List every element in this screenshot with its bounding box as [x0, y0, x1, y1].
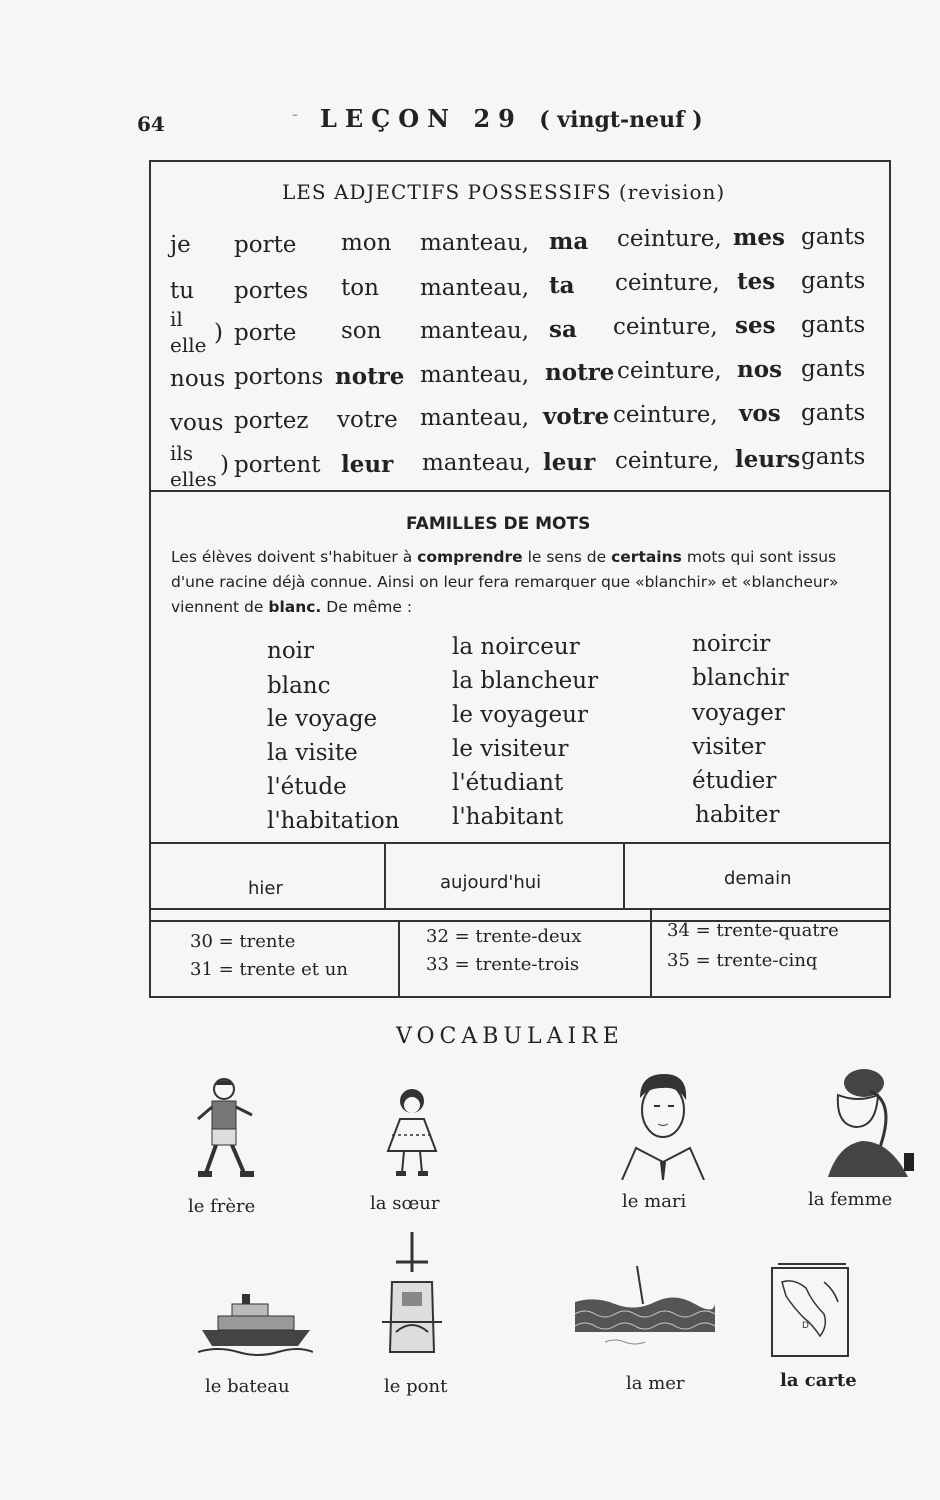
possessive: votre	[543, 403, 610, 430]
noun: manteau,	[420, 230, 530, 256]
possessive: leurs	[735, 446, 801, 473]
vocab-caption: le mari	[622, 1191, 687, 1212]
divider-line	[384, 842, 386, 908]
possessive: mon	[341, 230, 392, 256]
possessive: son	[341, 318, 382, 344]
svg-text:D: D	[802, 1321, 809, 1331]
word-noun: l'étude	[267, 774, 347, 800]
page-number: 64	[137, 112, 165, 136]
noun: ceinture,	[615, 270, 720, 296]
brace: )	[214, 320, 223, 346]
day-label: aujourd'hui	[440, 872, 542, 893]
word-verb: noircir	[692, 631, 771, 657]
possessive: ma	[549, 228, 589, 255]
divider-line	[650, 908, 652, 998]
number-entry: 34 = trente-quatre	[667, 920, 839, 941]
day-label: hier	[248, 878, 283, 899]
intro-bold: blanc.	[268, 598, 322, 616]
pronoun: tu	[170, 278, 195, 304]
word-derived-noun: l'étudiant	[452, 770, 564, 796]
word-verb: étudier	[692, 768, 777, 794]
noun: manteau,	[420, 405, 530, 431]
verb: portons	[234, 364, 324, 390]
intro-bold: certains	[611, 548, 682, 566]
word-verb: voyager	[692, 700, 785, 726]
brace: )	[220, 452, 229, 478]
noun: ceinture,	[615, 448, 720, 474]
vocab-caption: la mer	[626, 1373, 685, 1394]
word-derived-noun: la blancheur	[452, 668, 599, 694]
vocab-caption: le bateau	[205, 1376, 290, 1397]
brother-illustration	[190, 1075, 260, 1185]
map-illustration	[768, 1262, 853, 1362]
bridge-illustration	[382, 1232, 442, 1362]
word-derived-noun: le visiteur	[452, 736, 569, 762]
vocab-caption: le frère	[188, 1196, 256, 1217]
number-entry: 35 = trente-cinq	[667, 950, 818, 971]
number-entry: 30 = trente	[190, 931, 296, 952]
number-entry: 31 = trente et un	[190, 959, 348, 980]
pronoun: il	[170, 307, 183, 331]
possessive: mes	[733, 224, 785, 251]
word-verb: habiter	[695, 802, 780, 828]
word-noun: blanc	[267, 673, 331, 699]
sea-illustration	[575, 1262, 715, 1357]
possessifs-title: LES ADJECTIFS POSSESSIFS (revision)	[282, 180, 726, 204]
pronoun: je	[170, 232, 191, 258]
possessive: ton	[341, 275, 379, 301]
possessive: leur	[341, 451, 394, 478]
divider-line	[149, 908, 891, 910]
pronoun: elles	[170, 467, 217, 491]
word-derived-noun: la noirceur	[452, 634, 580, 660]
word-verb: blanchir	[692, 665, 789, 691]
possessive: sa	[549, 316, 577, 343]
noun: gants	[801, 444, 866, 470]
word-noun: l'habitation	[267, 808, 400, 834]
verb: porte	[234, 232, 297, 258]
vocab-caption: la carte	[780, 1370, 857, 1391]
noun: ceinture,	[617, 226, 722, 252]
noun: gants	[801, 312, 866, 338]
possessive: leur	[543, 449, 596, 476]
familles-title: FAMILLES DE MOTS	[406, 514, 591, 534]
word-derived-noun: le voyageur	[452, 702, 588, 728]
possessive: tes	[737, 268, 776, 295]
divider-line	[149, 842, 891, 844]
noun: ceinture,	[613, 314, 718, 340]
verb: porte	[234, 320, 297, 346]
intro-bold: comprendre	[417, 548, 523, 566]
noun: manteau,	[420, 318, 530, 344]
pronoun: elle	[170, 333, 207, 357]
boat-illustration	[198, 1290, 313, 1360]
vocab-caption: la femme	[808, 1189, 893, 1210]
intro-text: le sens de	[522, 548, 612, 566]
lesson-title-main: LEÇON 29	[320, 104, 523, 133]
verb: portez	[234, 408, 309, 434]
noun: manteau,	[422, 450, 532, 476]
possessive: ta	[549, 272, 575, 299]
divider-line	[398, 920, 400, 998]
divider-line	[149, 490, 891, 492]
pronoun: ils	[170, 441, 194, 465]
noun: ceinture,	[617, 358, 722, 384]
day-label: demain	[724, 868, 792, 889]
verb: portent	[234, 452, 321, 478]
pronoun: nous	[170, 366, 226, 392]
noun: gants	[801, 268, 866, 294]
word-derived-noun: l'habitant	[452, 804, 564, 830]
noun: manteau,	[420, 275, 530, 301]
possessive: notre	[335, 363, 405, 390]
word-verb: visiter	[692, 734, 766, 760]
header-dash: -	[292, 104, 299, 125]
familles-intro	[171, 545, 871, 620]
noun: ceinture,	[613, 402, 718, 428]
possessive: votre	[337, 407, 398, 433]
vocabulaire-title: VOCABULAIRE	[396, 1024, 624, 1049]
intro-text: De même :	[321, 598, 413, 616]
sister-illustration	[382, 1085, 442, 1180]
intro-text: mots qui sont issus d'une racine déjà connue. Ainsi on leur fera remarquer que «blanchir» et «blancheur» viennent de	[171, 548, 839, 616]
lesson-title	[320, 104, 703, 133]
divider-line	[623, 842, 625, 908]
number-entry: 32 = trente-deux	[426, 926, 582, 947]
possessive: nos	[737, 356, 783, 383]
number-entry: 33 = trente-trois	[426, 954, 580, 975]
verb: portes	[234, 278, 309, 304]
word-noun: la visite	[267, 740, 358, 766]
noun: manteau,	[420, 362, 530, 388]
vocab-caption: le pont	[384, 1376, 448, 1397]
word-noun: noir	[267, 638, 315, 664]
husband-illustration	[618, 1070, 708, 1180]
wife-illustration	[818, 1065, 918, 1180]
intro-text: Les élèves doivent s'habituer à	[171, 548, 418, 566]
pronoun: vous	[170, 410, 224, 436]
noun: gants	[801, 224, 866, 250]
word-noun: le voyage	[267, 706, 378, 732]
lesson-subtitle: ( vingt-neuf )	[539, 107, 703, 133]
noun: gants	[801, 400, 866, 426]
possessive: ses	[735, 312, 776, 339]
noun: gants	[801, 356, 866, 382]
possessive: vos	[739, 400, 781, 427]
vocab-caption: la sœur	[370, 1193, 440, 1214]
possessive: notre	[545, 359, 615, 386]
